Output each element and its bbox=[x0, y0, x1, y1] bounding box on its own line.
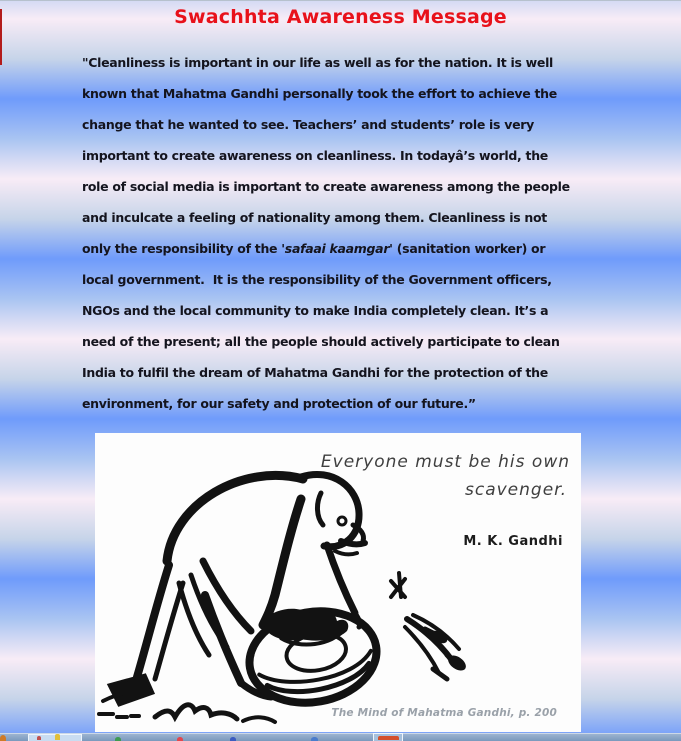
message-paragraph bbox=[82, 47, 642, 419]
message-line: "Cleanliness is important in our life as well as for the nation. It is well bbox=[82, 55, 554, 70]
message-line: NGOs and the local community to make India completely clean. It’s a bbox=[82, 303, 549, 318]
quicklaunch-yellow-icon bbox=[55, 734, 60, 740]
message-line: environment, for our safety and protection of our future.” bbox=[82, 396, 476, 411]
taskbar-icon-lightblue[interactable] bbox=[311, 737, 318, 741]
taskbar-active-window-button[interactable] bbox=[373, 733, 403, 741]
message-line: important to create awareness on cleanliness. In todayâ’s world, the bbox=[82, 148, 548, 163]
taskbar-icon-green[interactable] bbox=[115, 737, 121, 741]
active-window-red-icon bbox=[378, 736, 399, 740]
figure-author: M. K. Gandhi bbox=[463, 534, 563, 549]
message-line: local government. It is the responsibility of the Government officers, bbox=[82, 272, 552, 287]
figure-quote-line2: scavenger. bbox=[465, 480, 567, 500]
gandhi-sketch-drawing bbox=[95, 433, 581, 732]
taskbar-quicklaunch-button[interactable] bbox=[28, 734, 82, 741]
message-line: and inculcate a feeling of nationality among them. Cleanliness is not bbox=[82, 210, 547, 225]
taskbar-start-icon[interactable] bbox=[0, 735, 6, 741]
page-title: Swachhta Awareness Message bbox=[174, 6, 507, 28]
message-line: known that Mahatma Gandhi personally took the effort to achieve the bbox=[82, 86, 557, 101]
figure-quote-line1: Everyone must be his own bbox=[320, 452, 570, 472]
taskbar[interactable] bbox=[0, 733, 681, 741]
figure-credit: The Mind of Mahatma Gandhi, p. 200 bbox=[331, 707, 557, 719]
taskbar-icon-red[interactable] bbox=[177, 737, 183, 741]
message-line: only the responsibility of the 'safaai kaamgar' (sanitation worker) or bbox=[82, 241, 546, 256]
gandhi-figure-image bbox=[95, 433, 581, 732]
message-line: India to fulfil the dream of Mahatma Gandhi for the protection of the bbox=[82, 365, 548, 380]
quicklaunch-red-icon bbox=[37, 736, 41, 740]
message-line: role of social media is important to create awareness among the people bbox=[82, 179, 570, 194]
taskbar-icon-blue[interactable] bbox=[230, 737, 236, 741]
message-line: change that he wanted to see. Teachers’ and students’ role is very bbox=[82, 117, 534, 132]
message-line: need of the present; all the people should actively participate to clean bbox=[82, 334, 560, 349]
